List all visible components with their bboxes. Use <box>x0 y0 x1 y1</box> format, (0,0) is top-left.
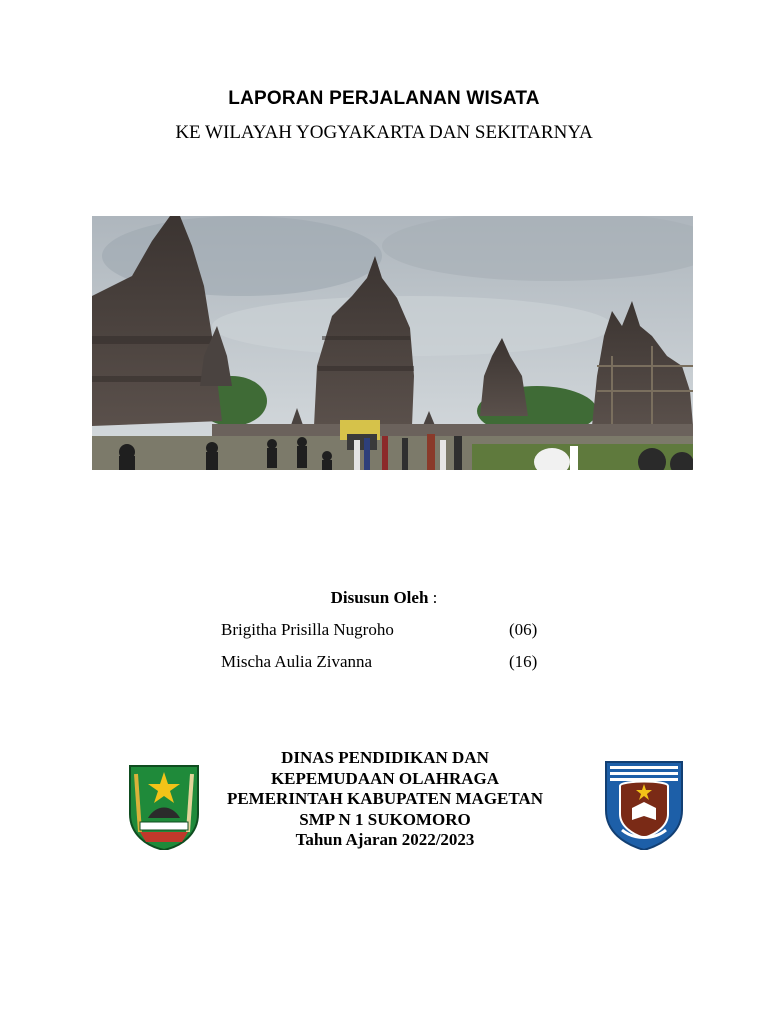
institution-block <box>220 748 550 851</box>
document-subtitle: KE WILAYAH YOGYAKARTA DAN SEKITARNYA <box>175 122 593 143</box>
author-number: (16) <box>509 652 538 671</box>
institution-line: PEMERINTAH KABUPATEN MAGETAN <box>226 789 544 808</box>
author-row <box>221 620 551 640</box>
academic-year: Tahun Ajaran 2022/2023 <box>295 830 475 849</box>
author-name: Mischa Aulia Zivanna <box>221 652 373 671</box>
author-row <box>221 652 551 672</box>
institution-line: SMP N 1 SUKOMORO <box>299 809 471 829</box>
authors-heading-suffix: : <box>428 588 438 607</box>
institution-line: KEPEMUDAAN OLAHRAGA <box>270 768 500 788</box>
author-number: (06) <box>509 620 538 639</box>
document-title: LAPORAN PERJALANAN WISATA <box>228 88 540 109</box>
author-name: Brigitha Prisilla Nugroho <box>221 620 394 639</box>
institution-line: DINAS PENDIDIKAN DAN <box>281 748 489 767</box>
sukomoro-school-emblem-icon <box>604 760 684 850</box>
authors-heading <box>0 588 768 608</box>
cover-photo-prambanan <box>92 216 693 470</box>
magetan-regency-emblem-icon <box>126 762 202 850</box>
authors-heading-label: Disusun Oleh <box>330 588 429 607</box>
